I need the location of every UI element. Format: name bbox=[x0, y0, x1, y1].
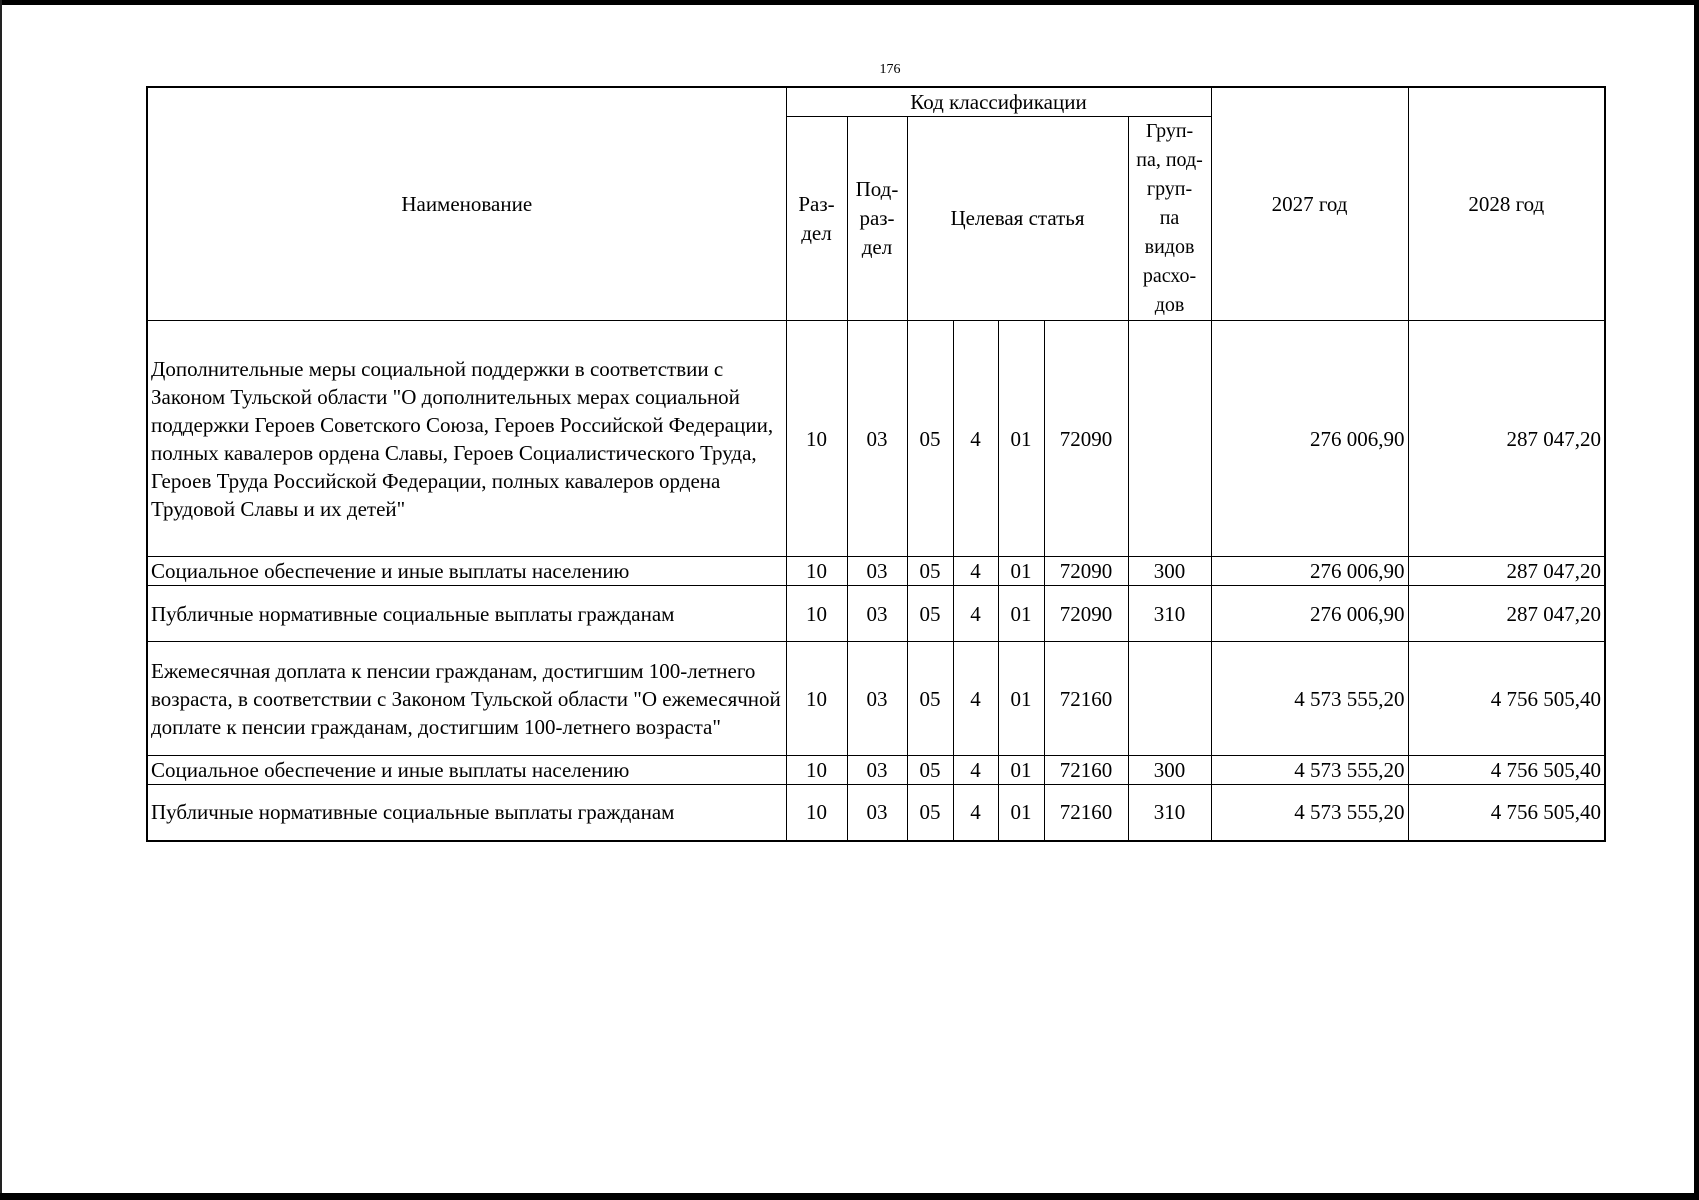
header-subsection: Под- раз- дел bbox=[847, 117, 907, 321]
row-target-part-3: 01 bbox=[998, 321, 1044, 557]
table-body bbox=[147, 321, 1605, 841]
row-target-part-1: 05 bbox=[907, 557, 953, 586]
header-year-2027: 2027 год bbox=[1211, 87, 1408, 321]
row-section: 10 bbox=[786, 321, 847, 557]
row-amount-2028: 4 756 505,40 bbox=[1408, 756, 1605, 785]
row-section: 10 bbox=[786, 642, 847, 756]
row-name: Социальное обеспечение и иные выплаты населению bbox=[147, 756, 786, 785]
row-expense-group: 300 bbox=[1128, 557, 1211, 586]
table-row bbox=[147, 586, 1605, 642]
row-target-part-4: 72160 bbox=[1044, 642, 1128, 756]
row-section: 10 bbox=[786, 785, 847, 841]
table-row bbox=[147, 642, 1605, 756]
header-target-article: Целевая статья bbox=[907, 117, 1128, 321]
row-target-part-2: 4 bbox=[953, 785, 998, 841]
row-target-part-4: 72160 bbox=[1044, 785, 1128, 841]
row-subsection: 03 bbox=[847, 321, 907, 557]
row-expense-group: 310 bbox=[1128, 785, 1211, 841]
row-target-part-1: 05 bbox=[907, 785, 953, 841]
row-amount-2027: 4 573 555,20 bbox=[1211, 642, 1408, 756]
row-name: Социальное обеспечение и иные выплаты населению bbox=[147, 557, 786, 586]
budget-table bbox=[146, 86, 1606, 842]
row-amount-2027: 4 573 555,20 bbox=[1211, 785, 1408, 841]
row-section: 10 bbox=[786, 557, 847, 586]
row-target-part-3: 01 bbox=[998, 586, 1044, 642]
row-target-part-4: 72090 bbox=[1044, 321, 1128, 557]
row-amount-2027: 276 006,90 bbox=[1211, 321, 1408, 557]
header-expense-group: Груп- па, под- груп- па видов расхо- дов bbox=[1128, 117, 1211, 321]
scan-edge-top bbox=[0, 0, 1699, 5]
row-target-part-2: 4 bbox=[953, 557, 998, 586]
row-subsection: 03 bbox=[847, 642, 907, 756]
row-target-part-1: 05 bbox=[907, 642, 953, 756]
row-name: Дополнительные меры социальной поддержки в соответствии с Законом Тульской области "О дополнительных мерах социальной поддержки Героев Советского Союза, Героев Российской Федерации, полных кавалеров ордена Славы, Героев Социалистического Труда, Героев Труда Российской Федерации, полных кавалеров ордена Трудовой Славы и их детей" bbox=[147, 321, 786, 557]
header-code-group: Код классификации bbox=[786, 87, 1211, 117]
row-target-part-1: 05 bbox=[907, 756, 953, 785]
row-amount-2027: 4 573 555,20 bbox=[1211, 756, 1408, 785]
row-amount-2028: 4 756 505,40 bbox=[1408, 785, 1605, 841]
header-section: Раз- дел bbox=[786, 117, 847, 321]
row-expense-group: 310 bbox=[1128, 586, 1211, 642]
row-amount-2027: 276 006,90 bbox=[1211, 557, 1408, 586]
header-year-2028: 2028 год bbox=[1408, 87, 1605, 321]
row-target-part-4: 72090 bbox=[1044, 557, 1128, 586]
row-expense-group bbox=[1128, 642, 1211, 756]
row-target-part-2: 4 bbox=[953, 321, 998, 557]
row-subsection: 03 bbox=[847, 756, 907, 785]
page-number: 176 bbox=[879, 62, 901, 77]
row-target-part-3: 01 bbox=[998, 756, 1044, 785]
row-target-part-2: 4 bbox=[953, 642, 998, 756]
table-row bbox=[147, 756, 1605, 785]
row-target-part-4: 72160 bbox=[1044, 756, 1128, 785]
row-subsection: 03 bbox=[847, 557, 907, 586]
row-amount-2027: 276 006,90 bbox=[1211, 586, 1408, 642]
row-target-part-3: 01 bbox=[998, 557, 1044, 586]
row-amount-2028: 287 047,20 bbox=[1408, 586, 1605, 642]
table-row bbox=[147, 785, 1605, 841]
row-target-part-1: 05 bbox=[907, 586, 953, 642]
row-target-part-2: 4 bbox=[953, 586, 998, 642]
table-row bbox=[147, 557, 1605, 586]
row-expense-group: 300 bbox=[1128, 756, 1211, 785]
row-target-part-3: 01 bbox=[998, 642, 1044, 756]
row-section: 10 bbox=[786, 586, 847, 642]
row-target-part-3: 01 bbox=[998, 785, 1044, 841]
row-amount-2028: 287 047,20 bbox=[1408, 321, 1605, 557]
row-subsection: 03 bbox=[847, 785, 907, 841]
scan-edge-bottom bbox=[0, 1193, 1699, 1200]
row-subsection: 03 bbox=[847, 586, 907, 642]
scan-edge-left bbox=[0, 0, 2, 1200]
row-section: 10 bbox=[786, 756, 847, 785]
row-amount-2028: 287 047,20 bbox=[1408, 557, 1605, 586]
scan-edge-right bbox=[1694, 0, 1699, 1200]
row-target-part-2: 4 bbox=[953, 756, 998, 785]
row-expense-group bbox=[1128, 321, 1211, 557]
header-name: Наименование bbox=[147, 87, 786, 321]
row-target-part-1: 05 bbox=[907, 321, 953, 557]
table-row bbox=[147, 321, 1605, 557]
row-name: Ежемесячная доплата к пенсии гражданам, достигшим 100-летнего возраста, в соответствии с Законом Тульской области "О ежемесячной доплате к пенсии гражданам, достигшим 100-летнего возраста" bbox=[147, 642, 786, 756]
row-name: Публичные нормативные социальные выплаты гражданам bbox=[147, 586, 786, 642]
row-target-part-4: 72090 bbox=[1044, 586, 1128, 642]
row-amount-2028: 4 756 505,40 bbox=[1408, 642, 1605, 756]
row-name: Публичные нормативные социальные выплаты гражданам bbox=[147, 785, 786, 841]
